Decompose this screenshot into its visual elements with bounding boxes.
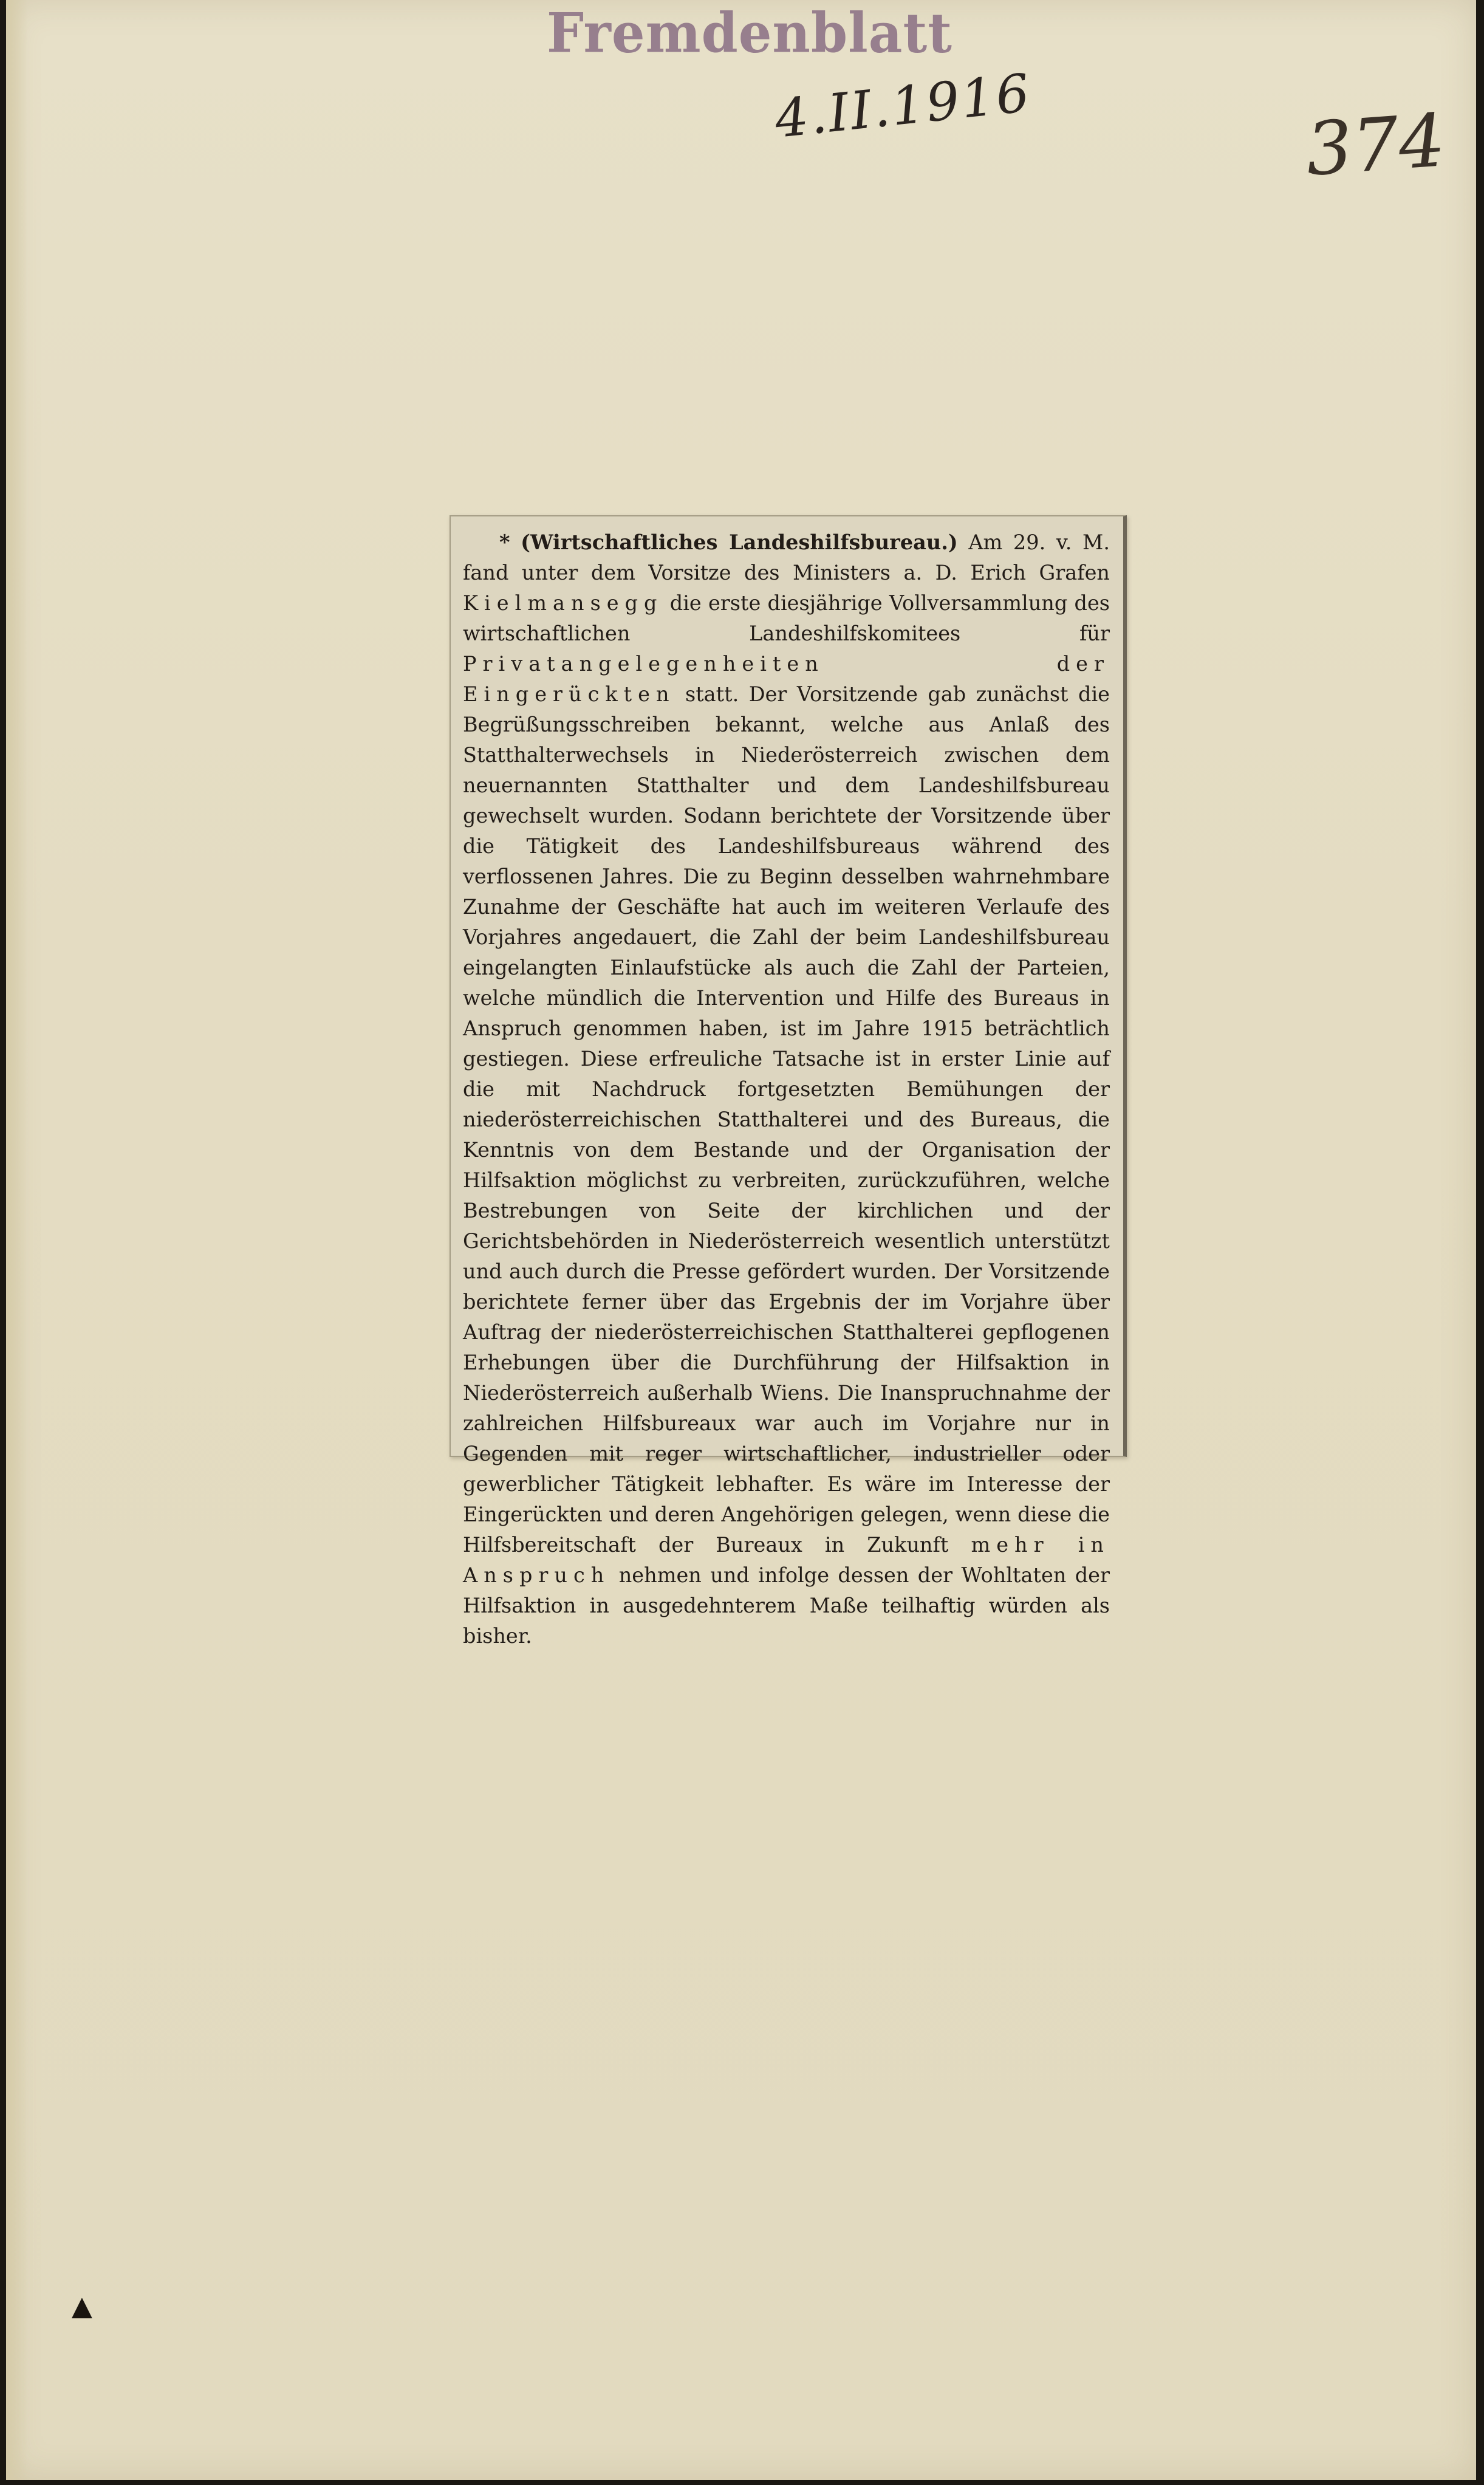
article-lead: Am 29. v. M. fand unter dem Vorsitze des Ministers a. D. Erich Grafen	[463, 530, 1110, 584]
article-body: statt. Der Vorsitzende gab zunächst die Begrüßungsschreiben bekannt, welche aus Anlaß des Statthalterwechsels in Niederösterreich zwischen dem neuernannten Statthalter und dem Landeshilfsbureau gewechselt wurden. Sodann berichtete der Vorsitzende über die Tätigkeit des Landeshilfsbureaus während des verflossenen Jahres. Die zu Beginn desselben wahrnehmbare Zunahme der Geschäfte hat auch im weiteren Verlaufe des Vorjahres angedauert, die Zahl der beim Landeshilfsbureau eingelangten Einlaufstücke als auch die Zahl der Parteien, welche mündlich die Intervention und Hilfe des Bureaus in Anspruch genommen haben, ist im Jahre 1915 beträchtlich gestiegen. Diese erfreuliche Tatsache ist in erster Linie auf die mit Nachdruck fortgesetzten Bemühungen der niederösterreichischen Statthalterei und des Bureaus, die Kenntnis von dem Bestande und der Organisation der Hilfsaktion möglichst zu verbreiten, zurückzuführen, welche Bestrebungen von Seite der kirchlichen und der Gerichtsbehörden in Niederösterreich wesentlich unterstützt und auch durch die Presse gefördert wurden. Der Vorsitzende berichtete ferner über das Ergebnis der im Vorjahre über Auftrag der niederösterreichischen Statthalterei gepflogenen Erhebungen über die Durchführung der Hilfsaktion in Niederösterreich außerhalb Wiens. Die Inanspruchnahme der zahlreichen Hilfsbureaux war auch im Vorjahre nur in Gegenden mit reger wirtschaftlicher, industrieller oder gewerblicher Tätigkeit lebhafter. Es wäre im Interesse der Eingerückten und deren Angehörigen gelegen, wenn diese die Hilfsbereitschaft der Bureaux in Zukunft	[463, 682, 1110, 1557]
archive-sheet	[6, 0, 1476, 2480]
article-star: *	[499, 530, 510, 554]
article-part2: die erste diesjährige Vollversammlung des wirtschaftlichen Landeshilfskomitees für	[463, 591, 1110, 645]
sheet-edge	[6, 0, 28, 2480]
article-text	[463, 527, 1110, 1651]
handwritten-page-number: 374	[1303, 98, 1448, 193]
newspaper-stamp: Fremdenblatt	[547, 1, 952, 66]
article-emphasis: mehr in Anspruch	[463, 1533, 1110, 1587]
article-topic: Privatangelegenheiten der Eingerückten	[463, 652, 1110, 706]
handwritten-date: 4.II.1916	[771, 63, 1034, 150]
article-ending: nehmen und infolge dessen der Wohltaten der Hilfsaktion in ausgedehnterem Maße teilhaftig würden als bisher.	[463, 1563, 1110, 1648]
article-name: Kielmansegg	[463, 591, 663, 615]
edge-ink-mark: ▲	[72, 2291, 92, 2322]
newspaper-clipping	[450, 515, 1127, 1648]
article-headline: (Wirtschaftliches Landeshilfsbureau.)	[521, 530, 958, 554]
